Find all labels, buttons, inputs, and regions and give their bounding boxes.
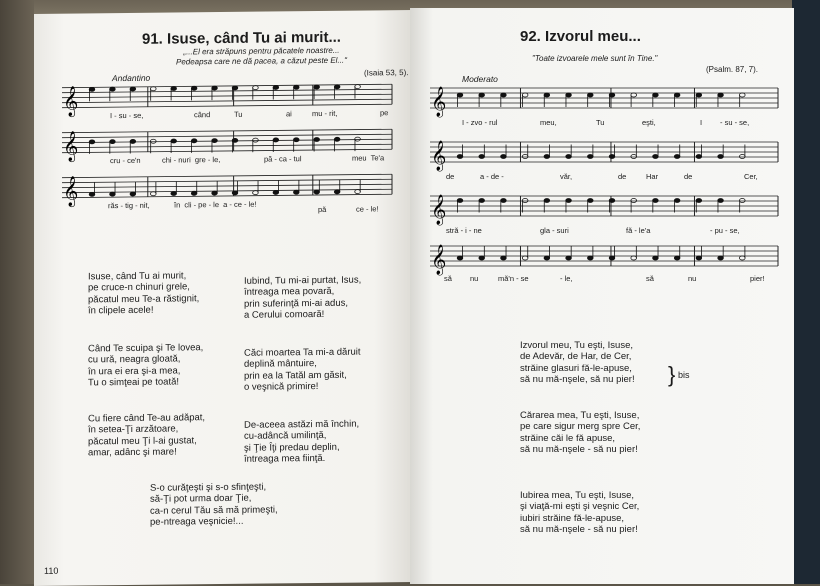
lyric-syllable: să bbox=[646, 274, 654, 283]
treble-clef-icon: 𝄞 bbox=[431, 195, 447, 225]
scripture-reference: (Psalm. 87, 7). bbox=[706, 65, 759, 74]
note-head bbox=[355, 85, 361, 89]
note-head bbox=[212, 139, 218, 143]
music-staff-1 bbox=[430, 84, 786, 117]
treble-clef-icon: 𝄞 bbox=[63, 131, 79, 162]
note-head bbox=[587, 199, 593, 203]
lyric-syllable: I - su - se, bbox=[110, 110, 144, 121]
treble-clef-icon: 𝄞 bbox=[431, 245, 447, 275]
lyric-syllable: de bbox=[618, 172, 627, 181]
song-title-91 bbox=[142, 29, 341, 48]
note-head bbox=[501, 199, 507, 203]
note-head bbox=[674, 199, 680, 203]
song-title: Izvorul meu... bbox=[545, 28, 641, 45]
note-head bbox=[739, 93, 745, 97]
note-head bbox=[479, 93, 485, 97]
stanza: Iubind, Tu mi-ai purtat, Isus, întreaga mea povară, prin suferinţă mi-ai adus, a Cerului comoară! bbox=[244, 274, 362, 321]
staff-line bbox=[62, 104, 392, 107]
staff-line bbox=[62, 99, 392, 102]
note-head bbox=[653, 256, 659, 260]
stanza: Cu fiere când Te-au adăpat, în setea-Ţi arzătoare, păcatul meu Ţi l-ai gustat, amar, adânc şi mare! bbox=[88, 412, 206, 459]
lyric-syllable: răs - tig - nit, bbox=[108, 200, 150, 211]
tempo-marking: Moderato bbox=[462, 74, 498, 84]
lyric-syllable: pă - ca - tul bbox=[264, 154, 302, 164]
note-head bbox=[544, 199, 550, 203]
epigraph: „...El era străpuns pentru păcatele noastre... Pedeapsa care ne dă pacea, a căzut peste El..." bbox=[176, 45, 347, 66]
note-head bbox=[522, 256, 528, 260]
note-head bbox=[479, 199, 485, 203]
note-head bbox=[150, 87, 156, 91]
staff-line bbox=[62, 94, 392, 97]
lyric-syllable: Cer, bbox=[744, 172, 758, 181]
note-head bbox=[696, 93, 702, 97]
staff-line bbox=[62, 144, 392, 147]
stanza: Izvorul meu, Tu eşti, Isuse, de Adevăr, de Har, de Cer, străine glasuri fă-le-apuse, să nu mă-nşele, să nu pier! bbox=[520, 340, 635, 386]
lyric-syllable: I bbox=[700, 118, 703, 127]
staff-line bbox=[62, 149, 392, 152]
note-head bbox=[653, 155, 659, 159]
note-head bbox=[355, 137, 361, 141]
lyric-syllable: în cli - pe - le a - ce - le! bbox=[174, 199, 257, 210]
lyric-syllable: cru - ce'n bbox=[110, 155, 141, 166]
note-head bbox=[89, 140, 95, 144]
note-head bbox=[696, 256, 702, 260]
note-head bbox=[739, 256, 745, 260]
note-head bbox=[696, 199, 702, 203]
staff-line bbox=[62, 134, 392, 137]
note-head bbox=[653, 93, 659, 97]
lyric-syllable: I - zvo - rul bbox=[462, 118, 498, 127]
note-head bbox=[544, 155, 550, 159]
note-head bbox=[457, 93, 463, 97]
note-head bbox=[130, 192, 136, 196]
note-head bbox=[273, 85, 279, 89]
song-number: 91. bbox=[142, 30, 163, 48]
lyric-syllable: mă'n - se bbox=[498, 274, 529, 283]
note-head bbox=[609, 199, 615, 203]
note-head bbox=[718, 93, 724, 97]
repeat-brace: } bbox=[668, 362, 676, 387]
stanza: S-o curăţeşti şi s-o sfinţeşti, să-Ţi pot urma doar Ţie, ca-n cerul Tău să mă primeşti, pe-ntreaga veşnicie!... bbox=[150, 481, 278, 528]
note-head bbox=[739, 199, 745, 203]
lyric-syllable: văr, bbox=[560, 172, 573, 181]
note-head bbox=[696, 155, 702, 159]
book-cover-left bbox=[0, 0, 34, 584]
staff-line bbox=[62, 174, 392, 177]
note-head bbox=[674, 256, 680, 260]
note-head bbox=[314, 85, 320, 89]
note-head bbox=[501, 155, 507, 159]
lyric-syllable: Har bbox=[646, 172, 659, 181]
treble-clef-icon: 𝄞 bbox=[63, 176, 79, 207]
note-head bbox=[631, 155, 637, 159]
note-head bbox=[479, 256, 485, 260]
note-head bbox=[232, 86, 238, 90]
right-page bbox=[410, 8, 794, 584]
lyric-syllable: nu bbox=[470, 274, 479, 283]
note-head bbox=[110, 192, 116, 196]
note-head bbox=[718, 256, 724, 260]
lyric-syllable: chi - nuri gre - le, bbox=[162, 155, 221, 165]
note-head bbox=[718, 155, 724, 159]
note-head bbox=[739, 155, 745, 159]
staff-line bbox=[62, 184, 392, 187]
lyric-syllable: să bbox=[444, 274, 452, 283]
music-staff-2 bbox=[430, 138, 786, 171]
note-head bbox=[232, 138, 238, 142]
note-head bbox=[191, 191, 197, 195]
note-head bbox=[544, 256, 550, 260]
lyric-syllable: eşti, bbox=[642, 118, 656, 127]
note-head bbox=[212, 86, 218, 90]
note-head bbox=[355, 190, 361, 194]
note-head bbox=[566, 199, 572, 203]
note-head bbox=[566, 93, 572, 97]
note-head bbox=[150, 192, 156, 196]
note-head bbox=[130, 87, 136, 91]
note-head bbox=[110, 87, 116, 91]
note-head bbox=[587, 256, 593, 260]
note-head bbox=[334, 85, 340, 89]
note-head bbox=[314, 137, 320, 141]
note-head bbox=[501, 256, 507, 260]
note-head bbox=[479, 155, 485, 159]
note-head bbox=[566, 256, 572, 260]
left-page bbox=[34, 10, 412, 586]
lyric-syllable: ai bbox=[286, 109, 292, 119]
note-head bbox=[674, 155, 680, 159]
note-head bbox=[457, 199, 463, 203]
stanza: Isuse, când Tu ai murit, pe cruce-n chinuri grele, păcatul meu Te-a răstignit, în clipele acele! bbox=[88, 270, 200, 317]
note-head bbox=[110, 140, 116, 144]
lyric-syllable: fă - le'a bbox=[626, 226, 651, 235]
song-title: Isuse, când Tu ai murit... bbox=[167, 28, 341, 48]
note-head bbox=[273, 190, 279, 194]
scripture-reference: (Isaia 53, 5). bbox=[364, 68, 409, 78]
note-head bbox=[171, 139, 177, 143]
stanza: Cărarea mea, Tu eşti, Isuse, pe care sigur merg spre Cer, străine căi le fă apuse, să nu mă-nşele - să nu pier! bbox=[520, 410, 641, 456]
lyric-syllable: Tu bbox=[596, 118, 605, 127]
lyric-syllable: pe bbox=[380, 108, 389, 118]
tempo-marking: Andantino bbox=[112, 72, 151, 84]
music-staff-3 bbox=[430, 192, 786, 225]
lyric-syllable: mu - rit, bbox=[312, 108, 338, 119]
lyric-syllable: - le, bbox=[560, 274, 573, 283]
stanza: Iubirea mea, Tu eşti, Isuse, şi viaţă-mi eşti şi veşnic Cer, iubiri străine fă-le-apuse, să nu mă-nşele - să nu pier! bbox=[520, 490, 640, 536]
stanza: De-aceea astăzi mă închin, cu-adâncă umilinţă, şi Ţie Îţi predau deplin, întreaga mea fiinţă. bbox=[244, 418, 360, 465]
note-head bbox=[522, 199, 528, 203]
song-number: 92. bbox=[520, 28, 541, 45]
note-head bbox=[212, 191, 218, 195]
lyric-syllable: când bbox=[194, 110, 211, 120]
lyric-syllable: gla - suri bbox=[540, 226, 569, 235]
note-head bbox=[653, 199, 659, 203]
note-head bbox=[609, 256, 615, 260]
note-head bbox=[191, 139, 197, 143]
lyric-syllable: - pu - se, bbox=[710, 226, 740, 235]
lyric-syllable: ce - le! bbox=[356, 204, 379, 214]
note-head bbox=[334, 137, 340, 141]
note-head bbox=[150, 139, 156, 143]
note-head bbox=[171, 86, 177, 90]
note-head bbox=[566, 155, 572, 159]
staff-line bbox=[62, 129, 392, 132]
stanza: Căci moartea Ta mi-a dăruit deplină mântuire, prin ea la Tatăl am găsit, o veşnică primire! bbox=[244, 346, 361, 393]
note-head bbox=[501, 93, 507, 97]
stanza: Când Te scuipa şi Te lovea, cu ură, neagra gloată, în ura ei era şi-a mea, Tu o simţeai pe toată! bbox=[88, 342, 204, 389]
lyric-syllable: de bbox=[446, 172, 455, 181]
note-head bbox=[457, 155, 463, 159]
note-head bbox=[273, 138, 279, 142]
note-head bbox=[631, 256, 637, 260]
note-head bbox=[191, 86, 197, 90]
note-head bbox=[674, 93, 680, 97]
note-head bbox=[718, 199, 724, 203]
note-head bbox=[293, 85, 299, 89]
book-cover-right bbox=[792, 0, 820, 584]
lyric-syllable: a - de - bbox=[480, 172, 504, 181]
note-head bbox=[631, 199, 637, 203]
note-head bbox=[293, 190, 299, 194]
note-head bbox=[89, 87, 95, 91]
note-head bbox=[522, 93, 528, 97]
repeat-marker: bis bbox=[678, 370, 690, 380]
note-head bbox=[253, 138, 259, 142]
page-number: 110 bbox=[44, 565, 59, 576]
note-head bbox=[253, 86, 259, 90]
lyric-syllable: nu bbox=[688, 274, 697, 283]
note-head bbox=[334, 190, 340, 194]
music-staff-4 bbox=[430, 242, 786, 275]
note-head bbox=[631, 93, 637, 97]
treble-clef-icon: 𝄞 bbox=[431, 141, 447, 171]
note-head bbox=[130, 139, 136, 143]
note-head bbox=[609, 155, 615, 159]
lyric-syllable: - su - se, bbox=[720, 118, 750, 127]
staff-line bbox=[62, 179, 392, 182]
note-head bbox=[587, 93, 593, 97]
note-head bbox=[457, 256, 463, 260]
note-head bbox=[314, 190, 320, 194]
treble-clef-icon: 𝄞 bbox=[63, 86, 79, 117]
lyric-syllable: stră - i - ne bbox=[446, 226, 482, 235]
note-head bbox=[232, 191, 238, 195]
lyric-syllable: pă bbox=[318, 204, 327, 215]
note-head bbox=[253, 191, 259, 195]
note-head bbox=[89, 192, 95, 196]
lyric-syllable: pier! bbox=[750, 274, 765, 283]
lyric-syllable: meu Te'a bbox=[352, 153, 385, 163]
note-head bbox=[522, 155, 528, 159]
note-head bbox=[587, 155, 593, 159]
song-title-92 bbox=[520, 28, 641, 45]
lyric-syllable: meu, bbox=[540, 118, 557, 127]
treble-clef-icon: 𝄞 bbox=[431, 87, 447, 117]
note-head bbox=[544, 93, 550, 97]
note-head bbox=[609, 93, 615, 97]
lyric-syllable: Tu bbox=[234, 109, 243, 119]
lyric-syllable: de bbox=[684, 172, 693, 181]
note-head bbox=[293, 138, 299, 142]
note-head bbox=[171, 191, 177, 195]
epigraph: "Toate izvoarele mele sunt în Tine." bbox=[532, 54, 658, 63]
